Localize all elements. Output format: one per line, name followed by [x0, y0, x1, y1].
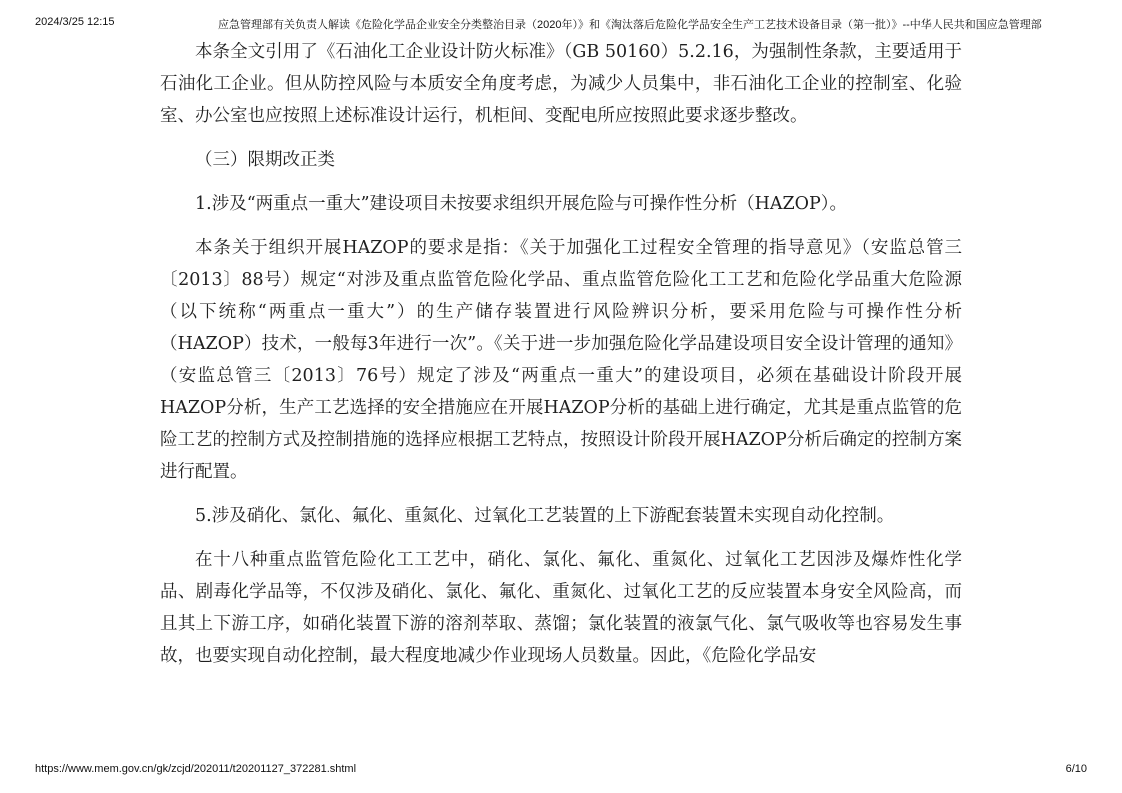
article-paragraph: 本条全文引用了《石油化工企业设计防火标准》（GB 50160）5.2.16，为强制性条款，主要适用于石油化工企业。但从防控风险与本质安全角度考虑，为减少人员集中，非石油化工企业的控制室、化验室、办公室也应按照上述标准设计运行，机柜间、变配电所应按照此要求逐步整改。: [160, 42, 962, 126]
section-heading: （三）限期改正类: [195, 150, 335, 170]
article-body: [160, 36, 962, 672]
print-timestamp: 2024/3/25 12:15: [35, 16, 115, 28]
print-url: https://www.mem.gov.cn/gk/zcjd/202011/t20201127_372281.shtml: [35, 763, 357, 775]
article-item-heading: 5.涉及硝化、氯化、氟化、重氮化、过氧化工艺装置的上下游配套装置未实现自动化控制。: [195, 506, 895, 526]
page-number: 6/10: [1065, 763, 1087, 775]
article-paragraph: 本条关于组织开展HAZOP的要求是指：《关于加强化工过程安全管理的指导意见》（安监总管三〔2013〕88号）规定“对涉及重点监管危险化学品、重点监管危险化工工艺和危险化学品重大危险源（以下统称“两重点一重大”）的生产储存装置进行风险辨识分析，要采用危险与可操作性分析（HAZOP）技术，一般每3年进行一次”。《关于进一步加强危险化学品建设项目安全设计管理的通知》（安监总管三〔2013〕76号）规定了涉及“两重点一重大”的建设项目，必须在基础设计阶段开展HAZOP分析，生产工艺选择的安全措施应在开展HAZOP分析的基础上进行确定，尤其是重点监管的危险工艺的控制方式及控制措施的选择应根据工艺特点，按照设计阶段开展HAZOP分析后确定的控制方案进行配置。: [160, 238, 962, 482]
print-footer: [35, 763, 1087, 781]
article-paragraph: 在十八种重点监管危险化工工艺中，硝化、氯化、氟化、重氮化、过氧化工艺因涉及爆炸性化学品、剧毒化学品等，不仅涉及硝化、氯化、氟化、重氮化、过氧化工艺的反应装置本身安全风险高，而且其上下游工序，如硝化装置下游的溶剂萃取、蒸馏；氯化装置的液氯气化、氯气吸收等也容易发生事故，也要实现自动化控制，最大程度地减少作业现场人员数量。因此，《危险化学品安: [160, 550, 962, 666]
print-header: [35, 16, 1087, 34]
print-page-title: 应急管理部有关负责人解读《危险化学品企业安全分类整治目录（2020年）》和《淘汰落后危险化学品安全生产工艺技术设备目录（第一批）》--中华人民共和国应急管理部: [218, 19, 1042, 31]
article-item-heading: 1.涉及“两重点一重大”建设项目未按要求组织开展危险与可操作性分析（HAZOP）。: [195, 194, 848, 214]
